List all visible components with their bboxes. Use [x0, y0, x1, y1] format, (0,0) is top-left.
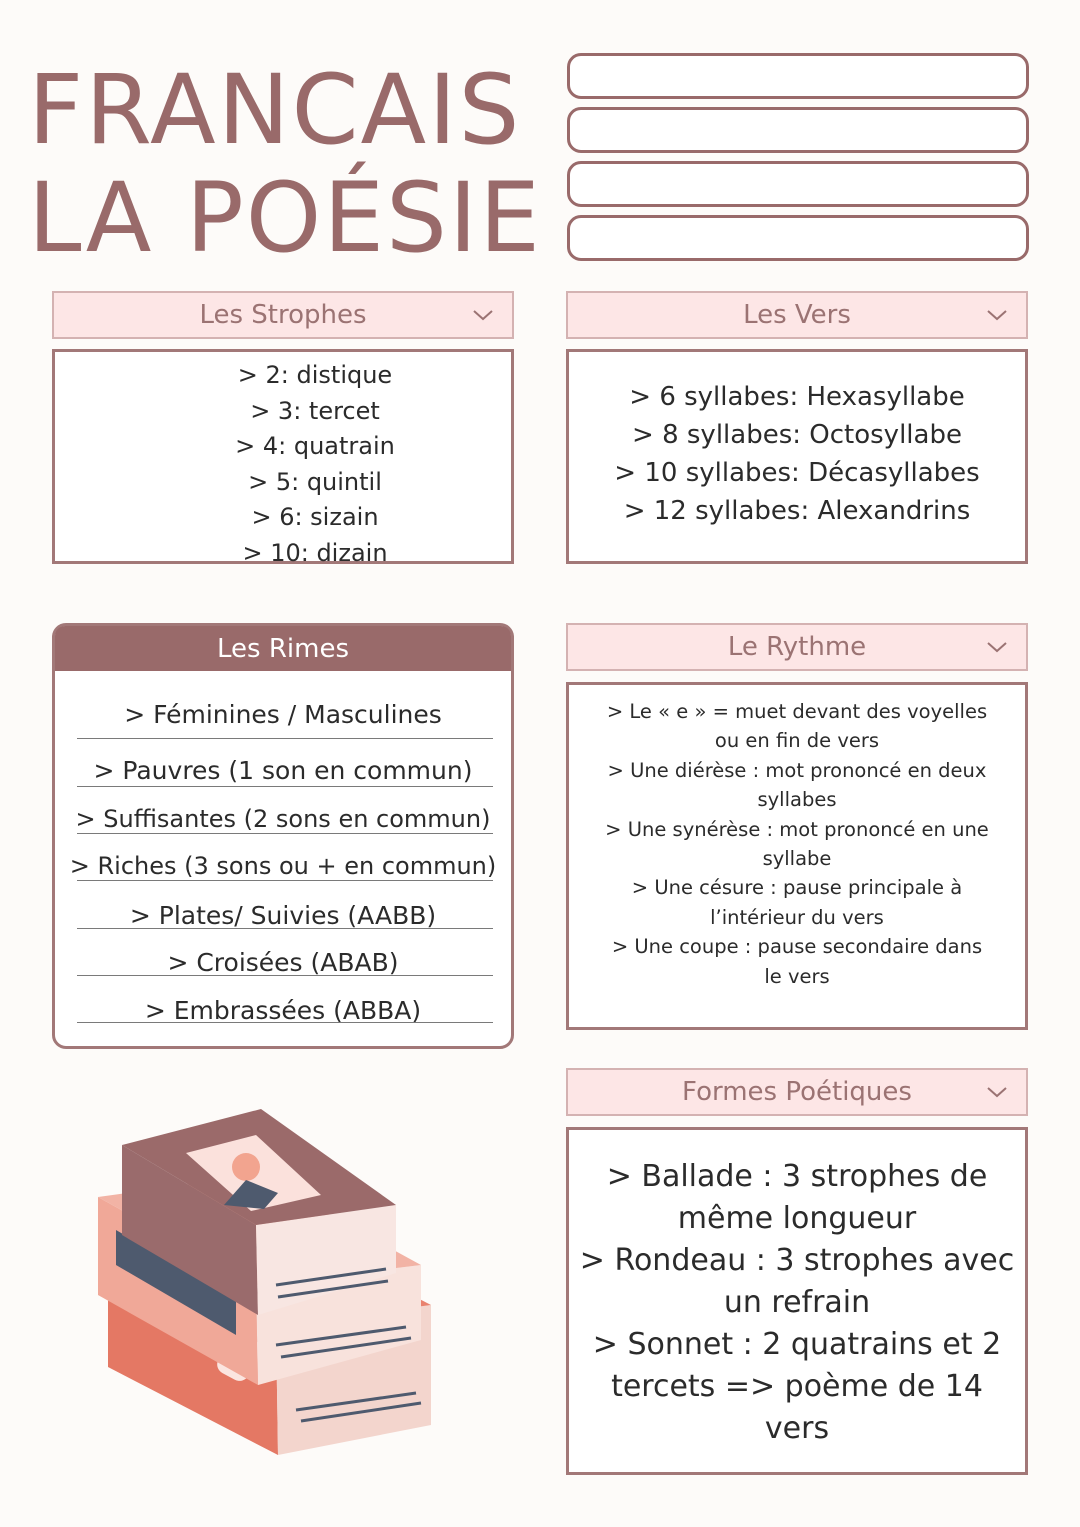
chevron-down-icon [986, 307, 1008, 323]
page-title-line-2: LA POÉSIE [28, 162, 542, 274]
rythme-dropdown[interactable] [566, 623, 1028, 671]
formes-line: > Rondeau : 3 strophes avec [579, 1243, 1015, 1278]
strophes-item: > 4: quatrain [235, 432, 395, 460]
formes-line: > Sonnet : 2 quatrains et 2 [592, 1327, 1002, 1362]
strophes-item: > 6: sizain [251, 503, 379, 531]
rythme-panel [566, 682, 1028, 1030]
rythme-line: > Une coupe : pause secondaire dans [611, 935, 983, 959]
rythme-line: > Une césure : pause principale à [631, 876, 963, 900]
blank-field-1[interactable] [567, 53, 1029, 99]
strophes-dropdown[interactable] [52, 291, 514, 339]
formes-panel [566, 1127, 1028, 1475]
vers-label: Les Vers [743, 300, 851, 330]
formes-line: tercets => poème de 14 vers [611, 1369, 983, 1446]
vers-item: > 12 syllabes: Alexandrins [623, 496, 971, 526]
strophes-item: > 3: tercet [250, 396, 380, 425]
formes-line: un refrain [723, 1285, 871, 1320]
chevron-down-icon [472, 307, 494, 323]
vers-item: > 10 syllabes: Décasyllabes [614, 458, 980, 488]
chevron-down-icon [986, 639, 1008, 655]
rimes-divider [77, 928, 493, 929]
rimes-divider [77, 786, 493, 787]
rythme-line: > Une synérèse : mot prononcé en une [605, 817, 989, 841]
formes-line: > Ballade : 3 strophes de [606, 1159, 988, 1194]
rythme-line: ou en fin de vers [714, 729, 880, 753]
rimes-divider [77, 1022, 493, 1023]
rimes-divider [77, 738, 493, 739]
strophes-label: Les Strophes [199, 300, 367, 330]
rimes-item: > Féminines / Masculines [124, 700, 442, 729]
rimes-header [55, 626, 511, 671]
strophes-panel [52, 349, 514, 567]
rimes-divider [77, 880, 493, 881]
rythme-line: le vers [764, 964, 830, 988]
rimes-item: > Plates/ Suivies (AABB) [129, 901, 437, 930]
blank-field-4[interactable] [567, 215, 1029, 261]
strophes-item: > 2: distique [237, 361, 393, 389]
rimes-item: > Croisées (ABAB) [167, 948, 399, 977]
strophes-item: > 10: dizain [242, 538, 388, 567]
rimes-item: > Riches (3 sons ou + en commun) [69, 852, 497, 880]
rimes-item: > Embrassées (ABBA) [144, 996, 422, 1025]
formes-label: Formes Poétiques [682, 1077, 912, 1107]
rythme-line: syllabe [762, 847, 832, 871]
rimes-divider [77, 833, 493, 834]
vers-panel [566, 349, 1028, 564]
chevron-down-icon [986, 1084, 1008, 1100]
rythme-line: syllabes [757, 788, 837, 812]
strophes-item: > 5: quintil [248, 467, 382, 496]
rimes-item: > Suffisantes (2 sons en commun) [75, 805, 491, 833]
rythme-line: > Une diérèse : mot prononcé en deux [607, 758, 987, 782]
formes-line: même longueur [677, 1201, 917, 1236]
vers-dropdown[interactable] [566, 291, 1028, 339]
rythme-line: > Le « e » = muet devant des voyelles [606, 700, 988, 723]
book-stack-illustration [96, 1105, 441, 1457]
vers-item: > 6 syllabes: Hexasyllabe [629, 382, 965, 412]
rythme-line: l’intérieur du vers [710, 905, 884, 929]
vers-item: > 8 syllabes: Octosyllabe [632, 420, 962, 450]
page-title-line-1: FRANCAIS [28, 54, 522, 166]
blank-field-2[interactable] [567, 107, 1029, 153]
formes-dropdown[interactable] [566, 1068, 1028, 1116]
blank-field-3[interactable] [567, 161, 1029, 207]
rimes-card [52, 623, 514, 1049]
rythme-label: Le Rythme [727, 632, 867, 662]
rimes-label: Les Rimes [217, 633, 349, 664]
rimes-divider [77, 975, 493, 976]
rimes-item: > Pauvres (1 son en commun) [93, 756, 473, 785]
